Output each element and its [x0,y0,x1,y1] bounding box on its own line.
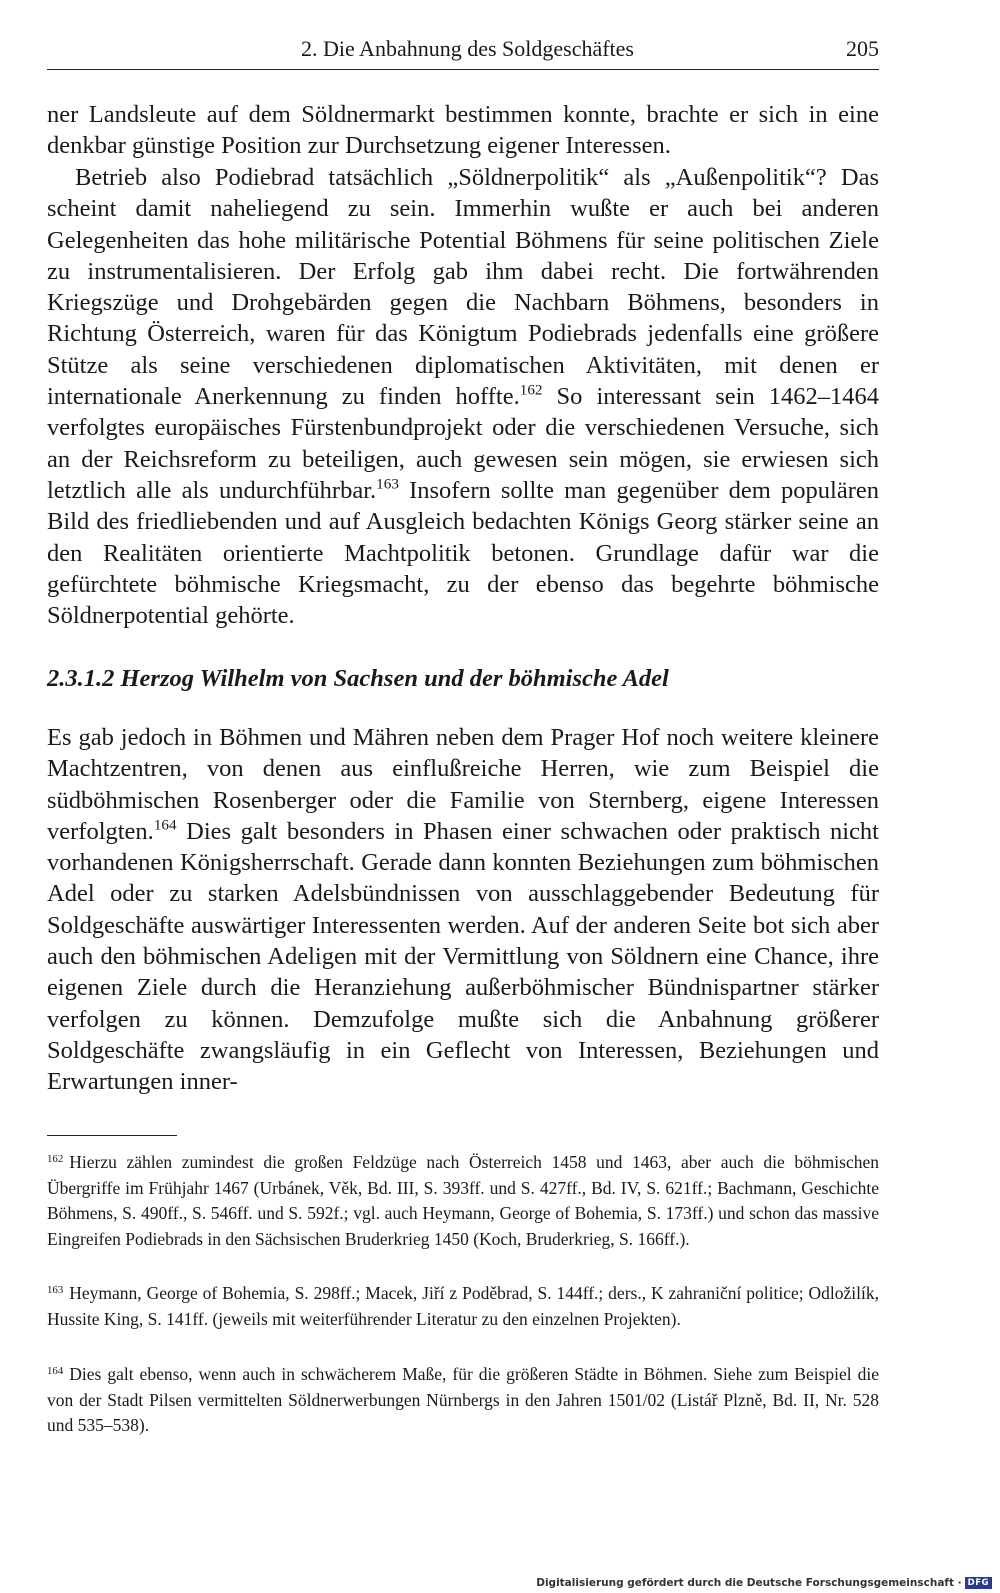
footnote-164 [47,1362,879,1439]
paragraph-2-text-c: Insofern sollte man gegenüber dem populären Bild des friedliebenden und auf Ausgleich bedachten Königs Georg stärker seine an den Realitäten orientierte Machtpolitik betonen. Grundlage dafür war die gefürchtete böhmische Kriegsmacht, zu der ebenso das begehrte böhmische Söldnerpotential gehörte. [47,476,879,630]
footnote-number: 163 [47,1284,64,1297]
footnote-number: 162 [47,1153,64,1166]
paragraph-3-text-a: Es gab jedoch in Böhmen und Mähren neben dem Prager Hof noch weitere kleinere Machtzentren, von denen aus einflußreiche Herren, wie zum Beispiel die südböhmischen Rosenberger oder die Familie von Sternberg, eigene Interessen verfolgten. [47,724,879,845]
footnote-number: 164 [47,1365,64,1378]
footnote-163 [47,1281,879,1332]
paragraph-2-text-b: So interessant sein 1462–1464 verfolgtes europäisches Fürstenbundprojekt oder die verschiedenen Versuche, sich an der Reichsreform zu beteiligen, auch gewesen sein mögen, sie erwiesen sich letztlich alle als undurchführbar. [47,383,879,504]
footnote-ref-163[interactable]: 163 [376,475,399,493]
dfg-logo: DFG [965,1577,992,1589]
footnote-separator [47,1135,177,1136]
digitization-credit [536,1577,992,1589]
page-number: 205 [846,36,879,61]
footnote-162 [47,1150,879,1252]
paragraph-2 [47,162,879,631]
paragraph-3 [47,722,879,1098]
credit-text: Digitalisierung gefördert durch die Deutsche Forschungsgemeinschaft · [536,1577,962,1589]
running-header [47,36,879,72]
paragraph-2-text-a: Betrieb also Podiebrad tatsächlich „Söldnerpolitik“ als „Außenpolitik“? Das scheint damit naheliegend zu sein. Immerhin wußte er auch bei anderen Gelegenheiten das hohe militärische Potential Böhmens für seine politischen Ziele zu instrumentalisieren. Der Erfolg gab ihm dabei recht. Die fortwährenden Kriegszüge und Drohgebärden gegen die Nachbarn Böhmens, besonders in Richtung Österreich, waren für das Königtum Podiebrads jedenfalls eine größere Stütze als seine verschiedenen diplomatischen Aktivitäten, mit denen er internationale Anerkennung zu finden hoffte. [47,164,879,411]
footnote-text: Dies galt ebenso, wenn auch in schwächerem Maße, für die größeren Städte in Böhmen. Siehe zum Beispiel die von der Stadt Pilsen vermittelten Söldnerwerbungen Nürnbergs in den Jahren 1501/02 (Listář Plzně, Bd. II, Nr. 528 und 535–538). [47,1364,879,1436]
footnote-text: Hierzu zählen zumindest die großen Feldzüge nach Österreich 1458 und 1463, aber auch die böhmischen Übergriffe im Frühjahr 1467 (Urbánek, Věk, Bd. III, S. 393ff. und S. 427ff., Bd. IV, S. 621ff.; Bachmann, Geschichte Böhmens, S. 490ff., S. 546ff. und S. 592f.; vgl. auch Heymann, George of Bohemia, S. 173ff.) und schon das massive Eingreifen Podiebrads in den Sächsischen Bruderkrieg 1450 (Koch, Bruderkrieg, S. 166ff.). [47,1152,879,1249]
footnote-ref-164[interactable]: 164 [153,816,177,834]
section-heading: 2.3.1.2 Herzog Wilhelm von Sachsen und der böhmische Adel [47,665,669,692]
footnote-ref-162[interactable]: 162 [519,381,543,399]
paragraph-1: ner Landsleute auf dem Söldnermarkt bestimmen konnte, brachte er sich in eine denkbar günstige Position zur Durchsetzung eigener Interessen. [47,101,879,160]
running-title: 2. Die Anbahnung des Soldgeschäftes [301,36,634,61]
paragraph-3-text-b: Dies galt besonders in Phasen einer schwachen oder praktisch nicht vorhandenen Königsherrschaft. Gerade dann konnten Beziehungen zum böhmischen Adel oder zu starken Adelsbündnissen von ausschlaggebender Bedeutung für Soldgeschäfte auswärtiger Interessenten werden. Auf der anderen Seite bot sich aber auch den böhmischen Adeligen mit der Vermittlung von Söldnern eine Chance, ihre eigenen Ziele durch die Heranziehung außerböhmischer Bündnispartner stärker verfolgen zu können. Demzufolge mußte sich die Anbahnung größerer Soldgeschäfte zwangsläufig in ein Geflecht von Interessen, Beziehungen und Erwartungen inner- [47,817,879,1096]
header-rule [47,69,879,70]
footnote-text: Heymann, George of Bohemia, S. 298ff.; Macek, Jiří z Poděbrad, S. 144ff.; ders., K zahraniční politice; Odložilík, Hussite King, S. 141ff. (jeweils mit weiterführender Literatur zu den einzelnen Projekten). [47,1283,879,1329]
